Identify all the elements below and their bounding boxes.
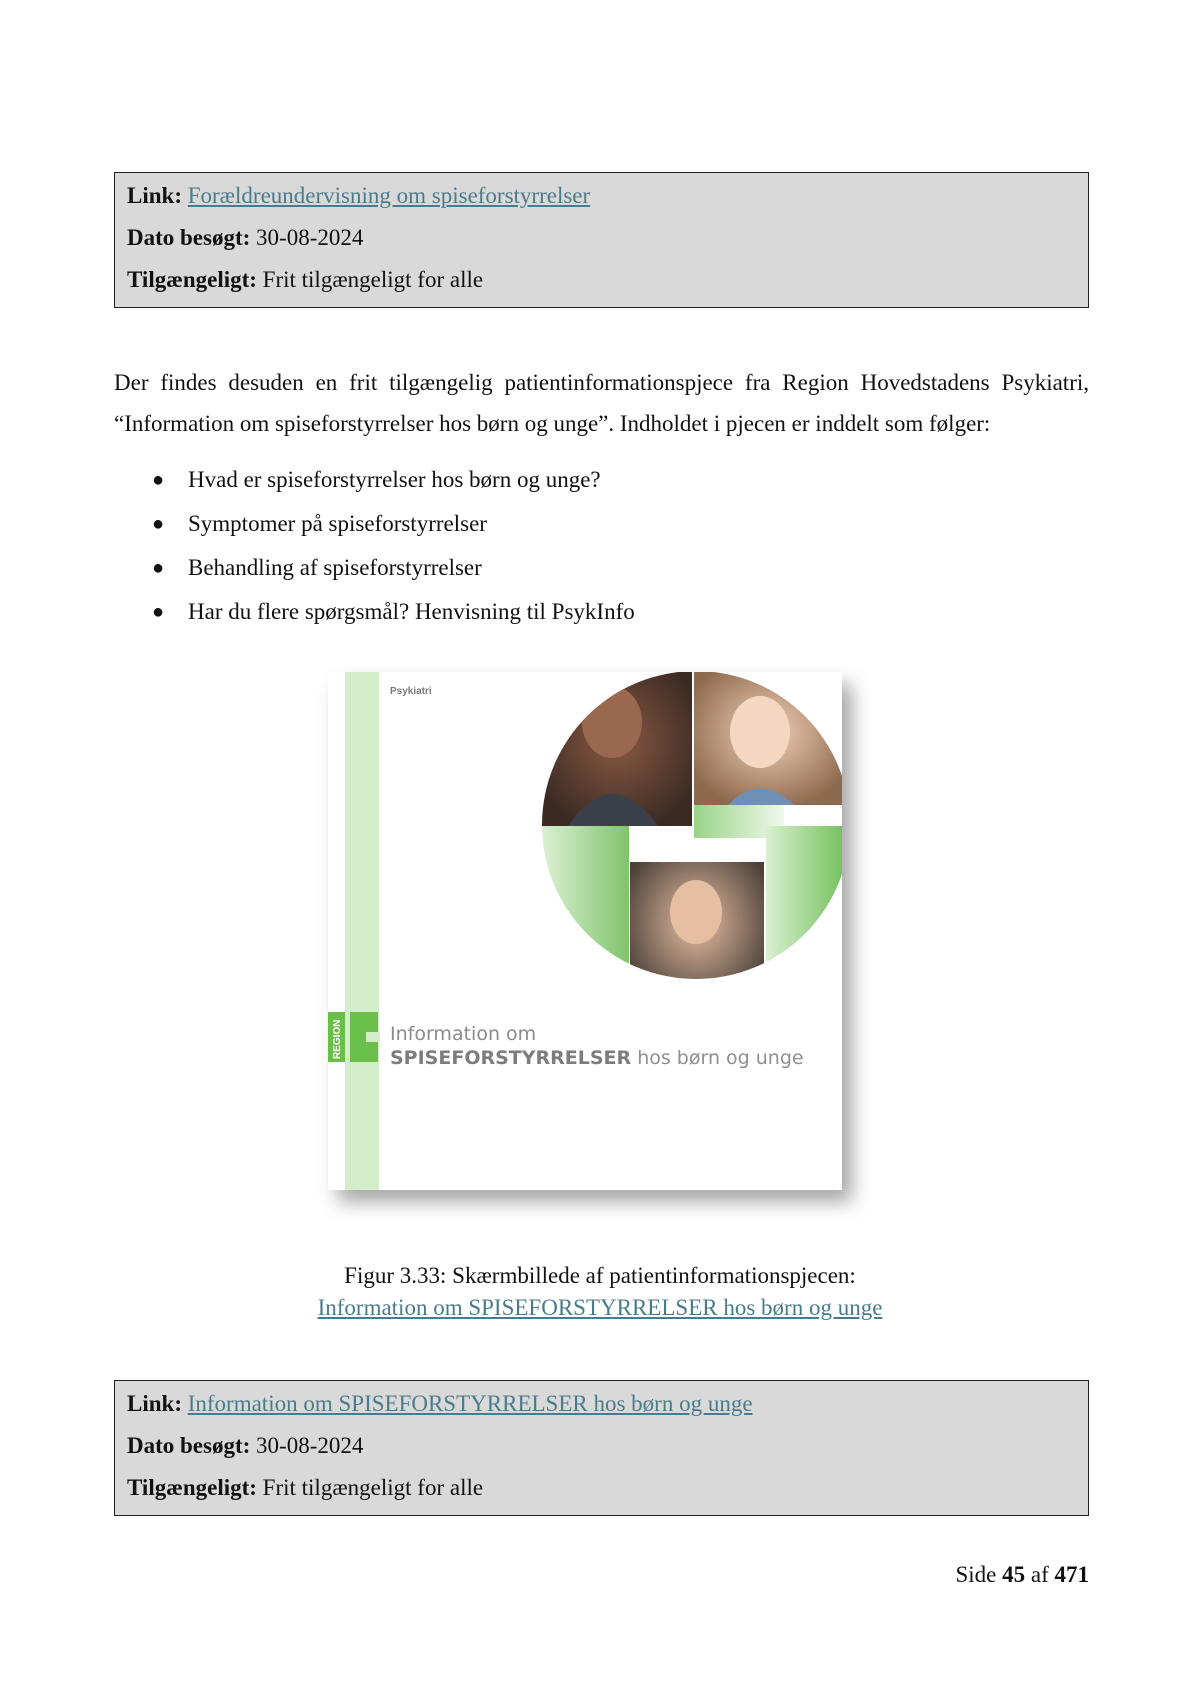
- page-number: [955, 1562, 1089, 1588]
- page-middle: af: [1025, 1562, 1055, 1587]
- page-total: 471: [1054, 1562, 1089, 1587]
- brochure-title-line2: [390, 1047, 804, 1069]
- access-label: Tilgængeligt:: [127, 1475, 263, 1500]
- list-item-text: Hvad er spiseforstyrrelser hos børn og unge?: [188, 467, 601, 492]
- brochure-cover: [328, 672, 842, 1190]
- date-row: [127, 1425, 1076, 1467]
- brochure-title-rest: hos børn og unge: [631, 1047, 804, 1069]
- brochure-link[interactable]: Information om SPISEFORSTYRRELSER hos børn og unge: [187, 1391, 753, 1416]
- list-item-text: Behandling af spiseforstyrrelser: [188, 555, 482, 580]
- access-value: Frit tilgængeligt for alle: [262, 1475, 484, 1500]
- info-box-1: [114, 172, 1089, 308]
- list-item-text: Symptomer på spiseforstyrrelser: [188, 511, 487, 536]
- list-item: [114, 590, 1014, 634]
- bullet-icon: ●: [152, 601, 165, 623]
- list-item-text: Har du flere spørgsmål? Henvisning til PsykInfo: [188, 599, 635, 624]
- bullet-icon: ●: [152, 557, 165, 579]
- page-prefix: Side: [955, 1562, 1003, 1587]
- list-item: [114, 502, 1014, 546]
- intro-paragraph: Der findes desuden en frit tilgængelig patientinformationspjece fra Region Hovedstadens Psykiatri, “Information om spiseforstyrrelser hos børn og unge”. Indholdet i pjecen er inddelt som følger:: [114, 370, 1089, 436]
- link-label: Link:: [127, 1391, 188, 1416]
- parent-education-link[interactable]: Forældreundervisning om spiseforstyrrelser: [187, 183, 591, 208]
- access-row: [127, 259, 1076, 301]
- access-label: Tilgængeligt:: [127, 267, 263, 292]
- bullet-icon: ●: [152, 513, 165, 535]
- date-label: Dato besøgt:: [127, 1433, 257, 1458]
- caption-line1: Figur 3.33: Skærmbillede af patientinformationspjecen:: [344, 1263, 856, 1288]
- contents-list: [114, 458, 1014, 634]
- date-row: [127, 217, 1076, 259]
- region-logo-text: REGION: [332, 1019, 343, 1059]
- access-row: [127, 1467, 1076, 1509]
- date-value: 30-08-2024: [256, 225, 364, 250]
- link-label: Link:: [127, 183, 188, 208]
- caption-link[interactable]: Information om SPISEFORSTYRRELSER hos børn og unge: [317, 1295, 883, 1320]
- brochure-title-line1: Information om: [390, 1023, 537, 1045]
- brochure-cover-art: [328, 672, 842, 1190]
- bullet-icon: ●: [152, 469, 165, 491]
- link-row: [127, 1383, 1076, 1425]
- date-value: 30-08-2024: [256, 1433, 364, 1458]
- access-value: Frit tilgængeligt for alle: [262, 267, 484, 292]
- list-item: [114, 546, 1014, 590]
- figure-caption: [0, 1260, 1200, 1324]
- link-row: [127, 175, 1076, 217]
- brochure-header: Psykiatri: [390, 686, 432, 697]
- date-label: Dato besøgt:: [127, 225, 257, 250]
- info-box-2: [114, 1380, 1089, 1516]
- page-current: 45: [1002, 1562, 1026, 1587]
- list-item: [114, 458, 1014, 502]
- brochure-title-bold: SPISEFORSTYRRELSER: [390, 1047, 632, 1069]
